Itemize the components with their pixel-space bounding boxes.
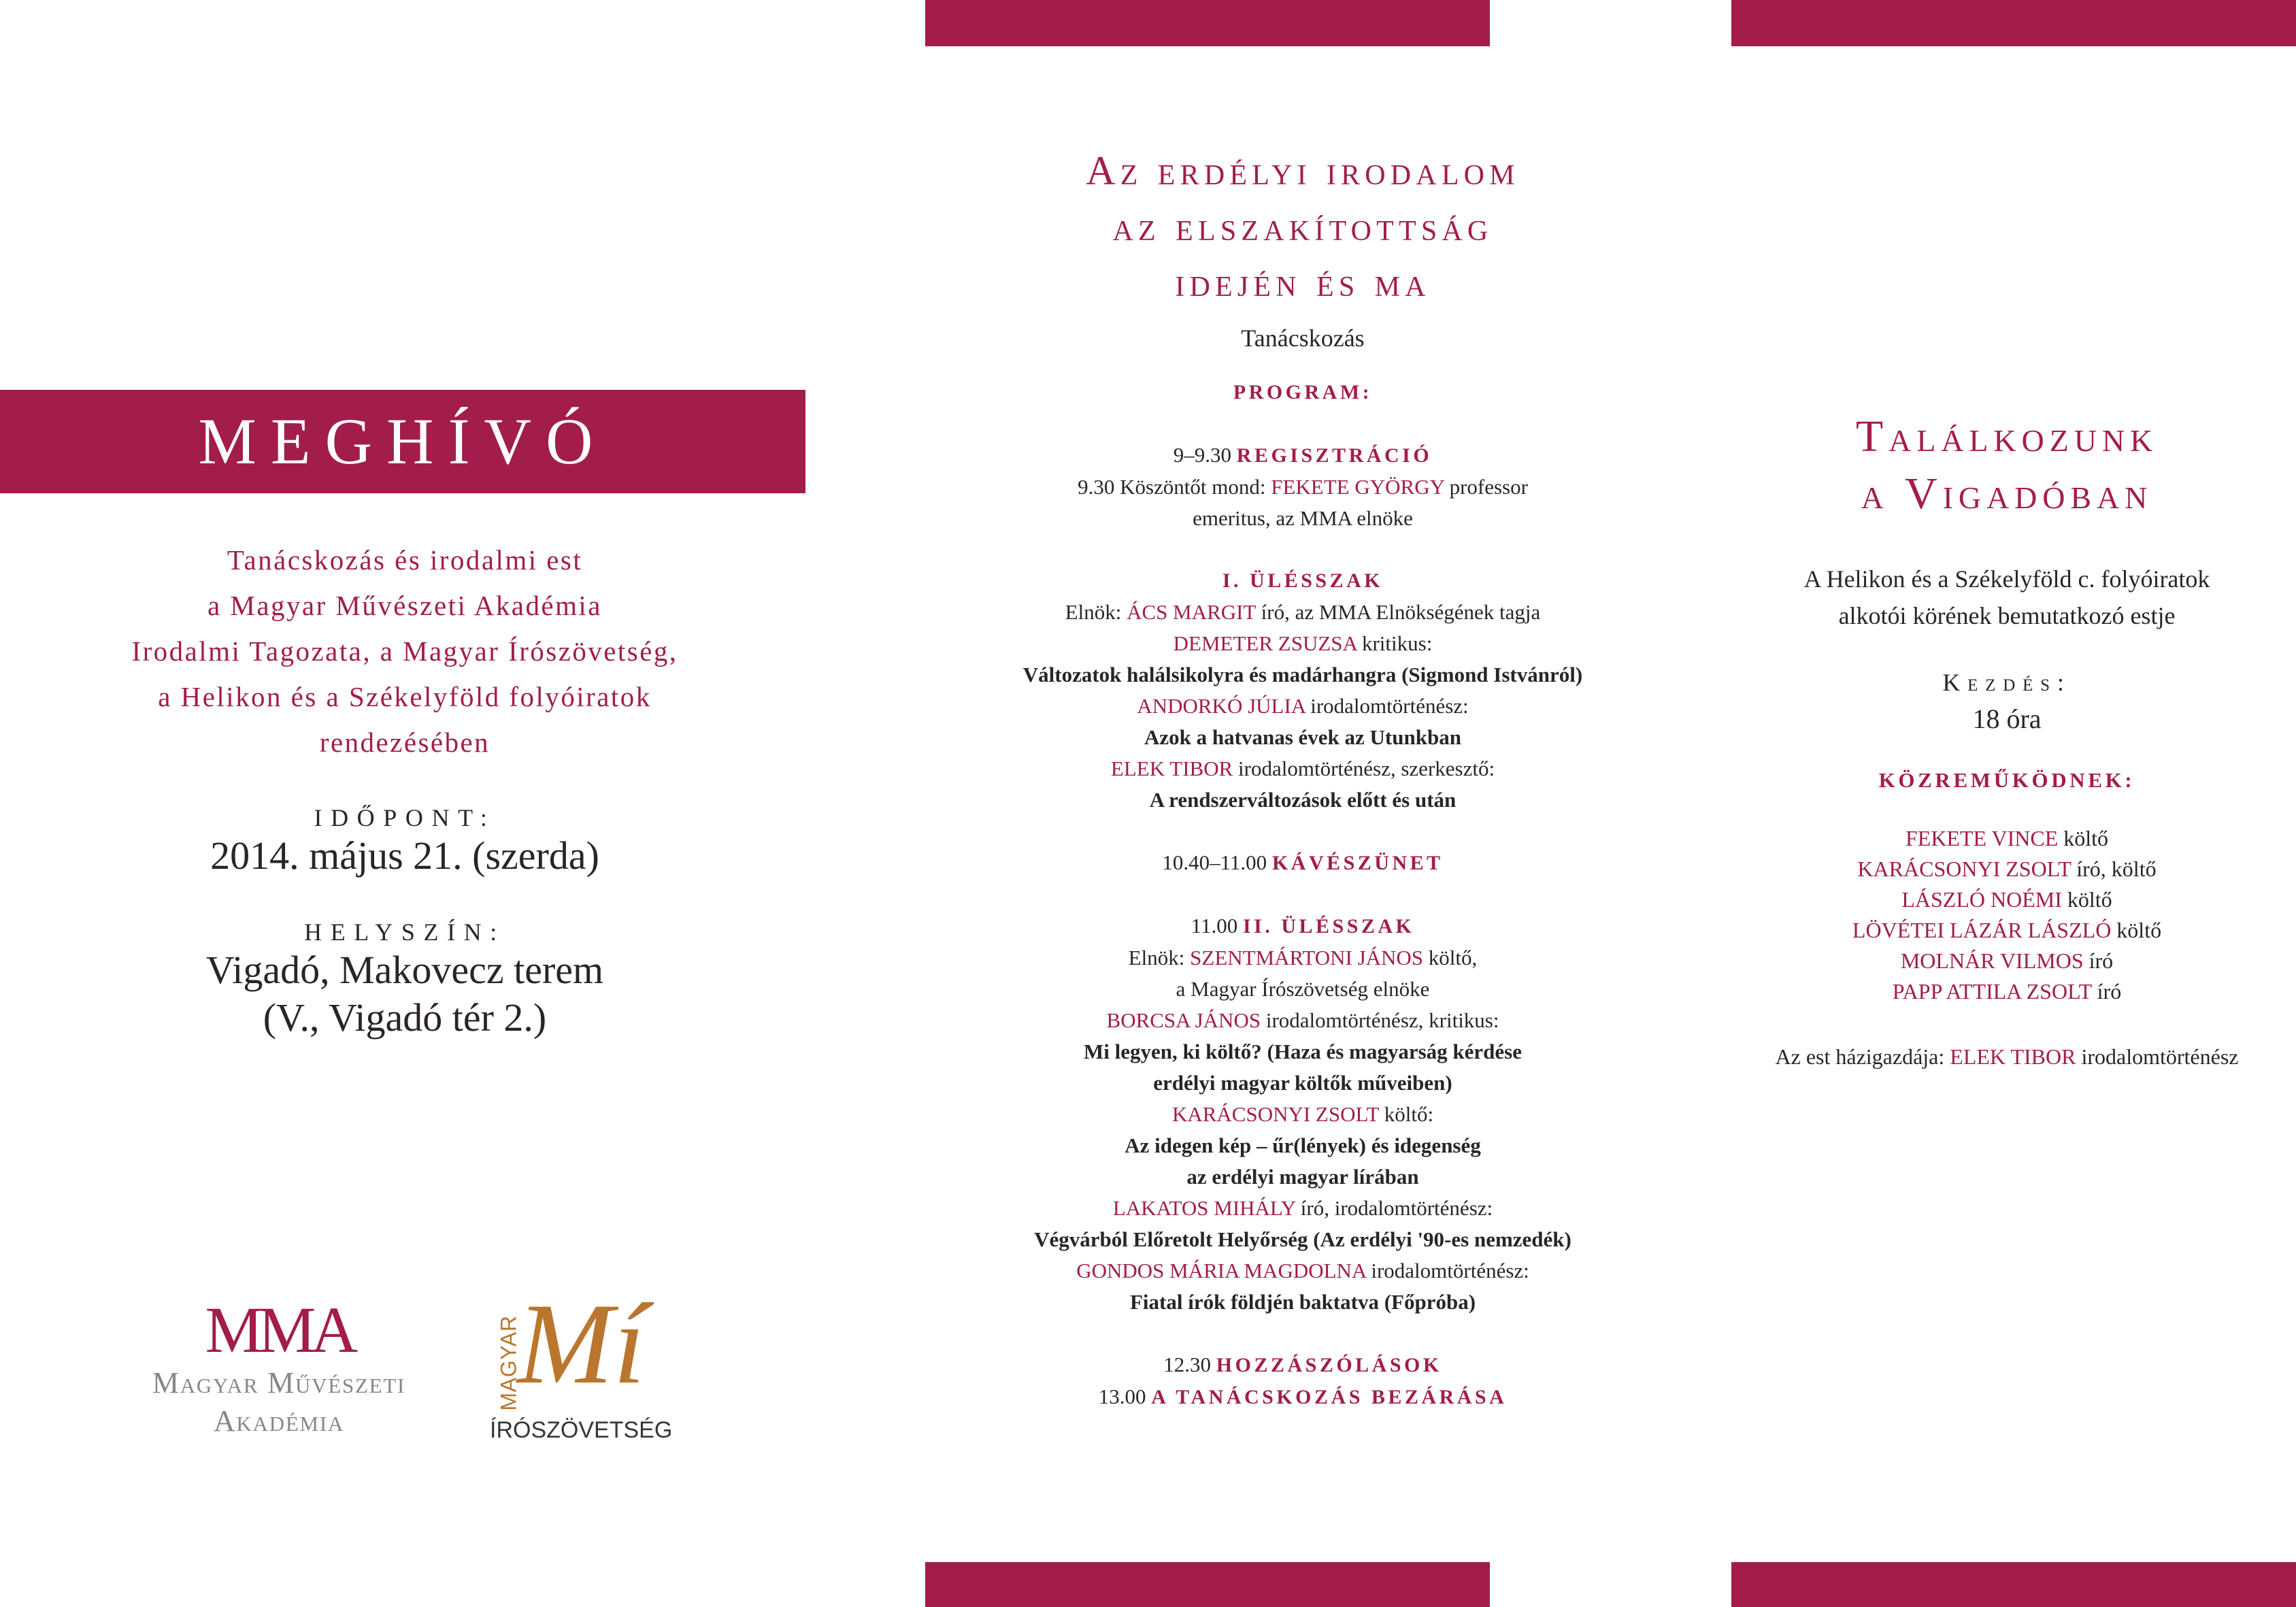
- evening-title: [1728, 408, 2286, 523]
- mma-name-line: Magyar Művészeti: [152, 1366, 406, 1399]
- list-item: [1728, 976, 2286, 1007]
- talk: [878, 628, 1728, 659]
- session1-label: I. ÜLÉSSZAK: [1222, 569, 1384, 592]
- welcome-name: FEKETE GYÖRGY: [1271, 475, 1444, 499]
- miro-vertical-text: MAGYAR: [496, 1315, 521, 1411]
- time-value: 2014. május 21. (szerda): [210, 833, 599, 878]
- place-label: HELYSZÍN:: [304, 918, 505, 946]
- start-value: 18 óra: [1972, 703, 2042, 734]
- session1-chair: [878, 597, 1728, 628]
- break-label: KÁVÉSZÜNET: [1271, 852, 1444, 874]
- list-item: [1728, 915, 2286, 946]
- speaker-name: ELEK TIBOR: [1110, 757, 1233, 780]
- title-line: Az erdélyi irodalom: [1086, 148, 1520, 193]
- intro-line: rendezésében: [319, 727, 490, 758]
- speaker-role: irodalomtörténész:: [1371, 1259, 1529, 1282]
- talk-title: Fiatal írók földjén baktatva (Főpróba): [1129, 1290, 1476, 1314]
- contributor-role: költő: [2063, 826, 2109, 850]
- chair-name: SZENTMÁRTONI JÁNOS: [1190, 946, 1424, 970]
- title-line: a Vigadóban: [1861, 469, 2153, 518]
- speaker-role: irodalomtörténész:: [1310, 694, 1469, 718]
- comments-label: HOZZÁSZÓLÁSOK: [1216, 1354, 1442, 1376]
- talk-title: Mi legyen, ki költő? (Haza és magyarság kérdése: [1083, 1040, 1523, 1063]
- closing-time: 13.00: [1098, 1385, 1146, 1408]
- list-item: [1728, 946, 2286, 976]
- intro-line: a Magyar Művészeti Akadémia: [207, 590, 602, 621]
- closing-label: A TANÁCSKOZÁS BEZÁRÁSA: [1151, 1386, 1508, 1408]
- speaker-name: GONDOS MÁRIA MAGDOLNA: [1076, 1259, 1366, 1282]
- bottom-bar-middle: [925, 1562, 1490, 1607]
- page-title: MEGHÍVÓ: [198, 405, 608, 478]
- chair-suffix: író, az MMA Elnökségének tagja: [1261, 600, 1541, 624]
- talk-title: erdélyi magyar költők műveiben): [1153, 1071, 1452, 1095]
- iroszovetseg-logo: [490, 1280, 701, 1453]
- session2-chair: [878, 942, 1728, 974]
- welcome-prefix: 9.30 Köszöntőt mond:: [1078, 475, 1266, 499]
- host-role: irodalomtörténész: [2081, 1044, 2239, 1069]
- title-line: Találkozunk: [1855, 412, 2159, 461]
- talk-title: az erdélyi magyar lírában: [1186, 1165, 1419, 1189]
- place-line: (V., Vigadó tér 2.): [263, 995, 547, 1040]
- speaker-role: költő:: [1384, 1102, 1434, 1126]
- place-line: Vigadó, Makovecz terem: [205, 948, 604, 992]
- break-time: 10.40–11.00: [1162, 850, 1267, 874]
- contributor-name: LÖVÉTEI LÁZÁR LÁSZLÓ: [1852, 918, 2112, 942]
- talk: [878, 1005, 1728, 1036]
- start-label: Kezdés:: [1942, 669, 2072, 696]
- subtitle: Tanácskozás: [1241, 325, 1365, 352]
- intro-line: a Helikon és a Székelyföld folyóiratok: [158, 681, 652, 712]
- contributor-role: író, költő: [2076, 857, 2157, 881]
- welcome-suffix: professor: [1449, 475, 1528, 499]
- program-label: PROGRAM:: [1233, 381, 1373, 403]
- comments-time: 12.30: [1163, 1353, 1212, 1376]
- intro-text: [20, 537, 789, 765]
- contributor-name: LÁSZLÓ NOÉMI: [1901, 887, 2062, 912]
- evening-panel: [1728, 408, 2286, 1075]
- contributor-name: PAPP ATTILA ZSOLT: [1892, 979, 2092, 1004]
- talk: [878, 753, 1728, 784]
- chair-name: ÁCS MARGIT: [1127, 600, 1256, 624]
- top-bar-right: [1731, 0, 2296, 46]
- host-name: ELEK TIBOR: [1950, 1044, 2076, 1069]
- desc-line: alkotói körének bemutatkozó estje: [1838, 602, 2176, 629]
- host-prefix: Az est házigazdája:: [1775, 1044, 1945, 1069]
- talk: [878, 691, 1728, 722]
- left-panel: [20, 537, 789, 1042]
- talk-title: Végvárból Előretolt Helyőrség (Az erdélyi '90-es nemzedék): [1034, 1227, 1571, 1251]
- talk: [878, 1099, 1728, 1130]
- session2-label: II. ÜLÉSSZAK: [1242, 915, 1415, 938]
- comments-row: [878, 1349, 1728, 1381]
- speaker-role: kritikus:: [1361, 631, 1433, 655]
- list-item: [1728, 823, 2286, 854]
- welcome-row: [878, 471, 1728, 503]
- mma-logo: [116, 1293, 442, 1440]
- contributor-role: író: [2089, 948, 2114, 973]
- host-line: [1728, 1038, 2286, 1075]
- program-panel: [878, 143, 1728, 1413]
- closing-row: [878, 1381, 1728, 1413]
- reg-label: REGISZTRÁCIÓ: [1236, 444, 1433, 467]
- talk-title: A rendszerváltozások előtt és után: [1149, 788, 1457, 812]
- list-item: [1728, 854, 2286, 884]
- chair-prefix: Elnök:: [1065, 600, 1122, 624]
- contributors-label: KÖZREMŰKÖDNEK:: [1878, 768, 2135, 792]
- chair-prefix: Elnök:: [1128, 946, 1185, 970]
- session2-time: 11.00: [1191, 914, 1238, 938]
- contributor-role: költő: [2067, 887, 2112, 912]
- talk-title: Azok a hatvanas évek az Utunkban: [1144, 725, 1461, 749]
- miro-mark: Mí: [517, 1280, 646, 1408]
- miro-name: ÍRÓSZÖVETSÉG: [490, 1417, 673, 1443]
- contributor-role: költő: [2116, 918, 2162, 942]
- speaker-name: KARÁCSONYI ZSOLT: [1171, 1102, 1379, 1126]
- chair-suffix: költő,: [1428, 946, 1478, 970]
- welcome-line2: emeritus, az MMA elnöke: [1193, 506, 1413, 530]
- talk: [878, 1193, 1728, 1224]
- registration-row: [878, 440, 1728, 471]
- desc-line: A Helikon és a Székelyföld c. folyóiratok: [1803, 565, 2210, 593]
- mma-mark: MMA: [205, 1293, 353, 1366]
- bottom-bar-right: [1731, 1562, 2296, 1607]
- mma-name-line: Akadémia: [213, 1404, 345, 1438]
- title-line: az elszakítottság: [1112, 204, 1493, 249]
- mma-name: [116, 1364, 442, 1440]
- intro-line: Tanácskozás és irodalmi est: [227, 544, 583, 576]
- speaker-role: irodalomtörténész, szerkesztő:: [1238, 757, 1495, 780]
- talk-title: Az idegen kép – űr(lények) és idegenség: [1125, 1133, 1481, 1157]
- speaker-name: DEMETER ZSUZSA: [1173, 631, 1357, 655]
- contributors-list: [1728, 823, 2286, 1007]
- intro-line: Irodalmi Tagozata, a Magyar Írószövetség,: [131, 635, 678, 667]
- contributor-name: KARÁCSONYI ZSOLT: [1857, 857, 2072, 881]
- break-row: [878, 847, 1728, 879]
- list-item: [1728, 884, 2286, 915]
- evening-description: [1728, 561, 2286, 634]
- speaker-name: BORCSA JÁNOS: [1106, 1008, 1261, 1032]
- chair-line2: a Magyar Írószövetség elnöke: [1176, 977, 1430, 1001]
- contributor-name: MOLNÁR VILMOS: [1900, 948, 2084, 973]
- reg-time: 9–9.30: [1173, 443, 1232, 467]
- speaker-role: író, irodalomtörténész:: [1300, 1196, 1493, 1220]
- conference-title: [878, 143, 1728, 310]
- speaker-role: irodalomtörténész, kritikus:: [1265, 1008, 1499, 1032]
- time-label: IDŐPONT:: [314, 804, 496, 831]
- speaker-name: ANDORKÓ JÚLIA: [1137, 694, 1305, 718]
- contributor-name: FEKETE VINCE: [1905, 826, 2059, 850]
- title-line: idején és ma: [1175, 260, 1431, 305]
- talk: [878, 1255, 1728, 1287]
- speaker-name: LAKATOS MIHÁLY: [1112, 1196, 1296, 1220]
- top-bar-middle: [925, 0, 1490, 46]
- talk-title: Változatok halálsikolyra és madárhangra (Sigmond Istvánról): [1022, 663, 1583, 686]
- contributor-role: író: [2097, 979, 2122, 1004]
- session2-row: [878, 910, 1728, 942]
